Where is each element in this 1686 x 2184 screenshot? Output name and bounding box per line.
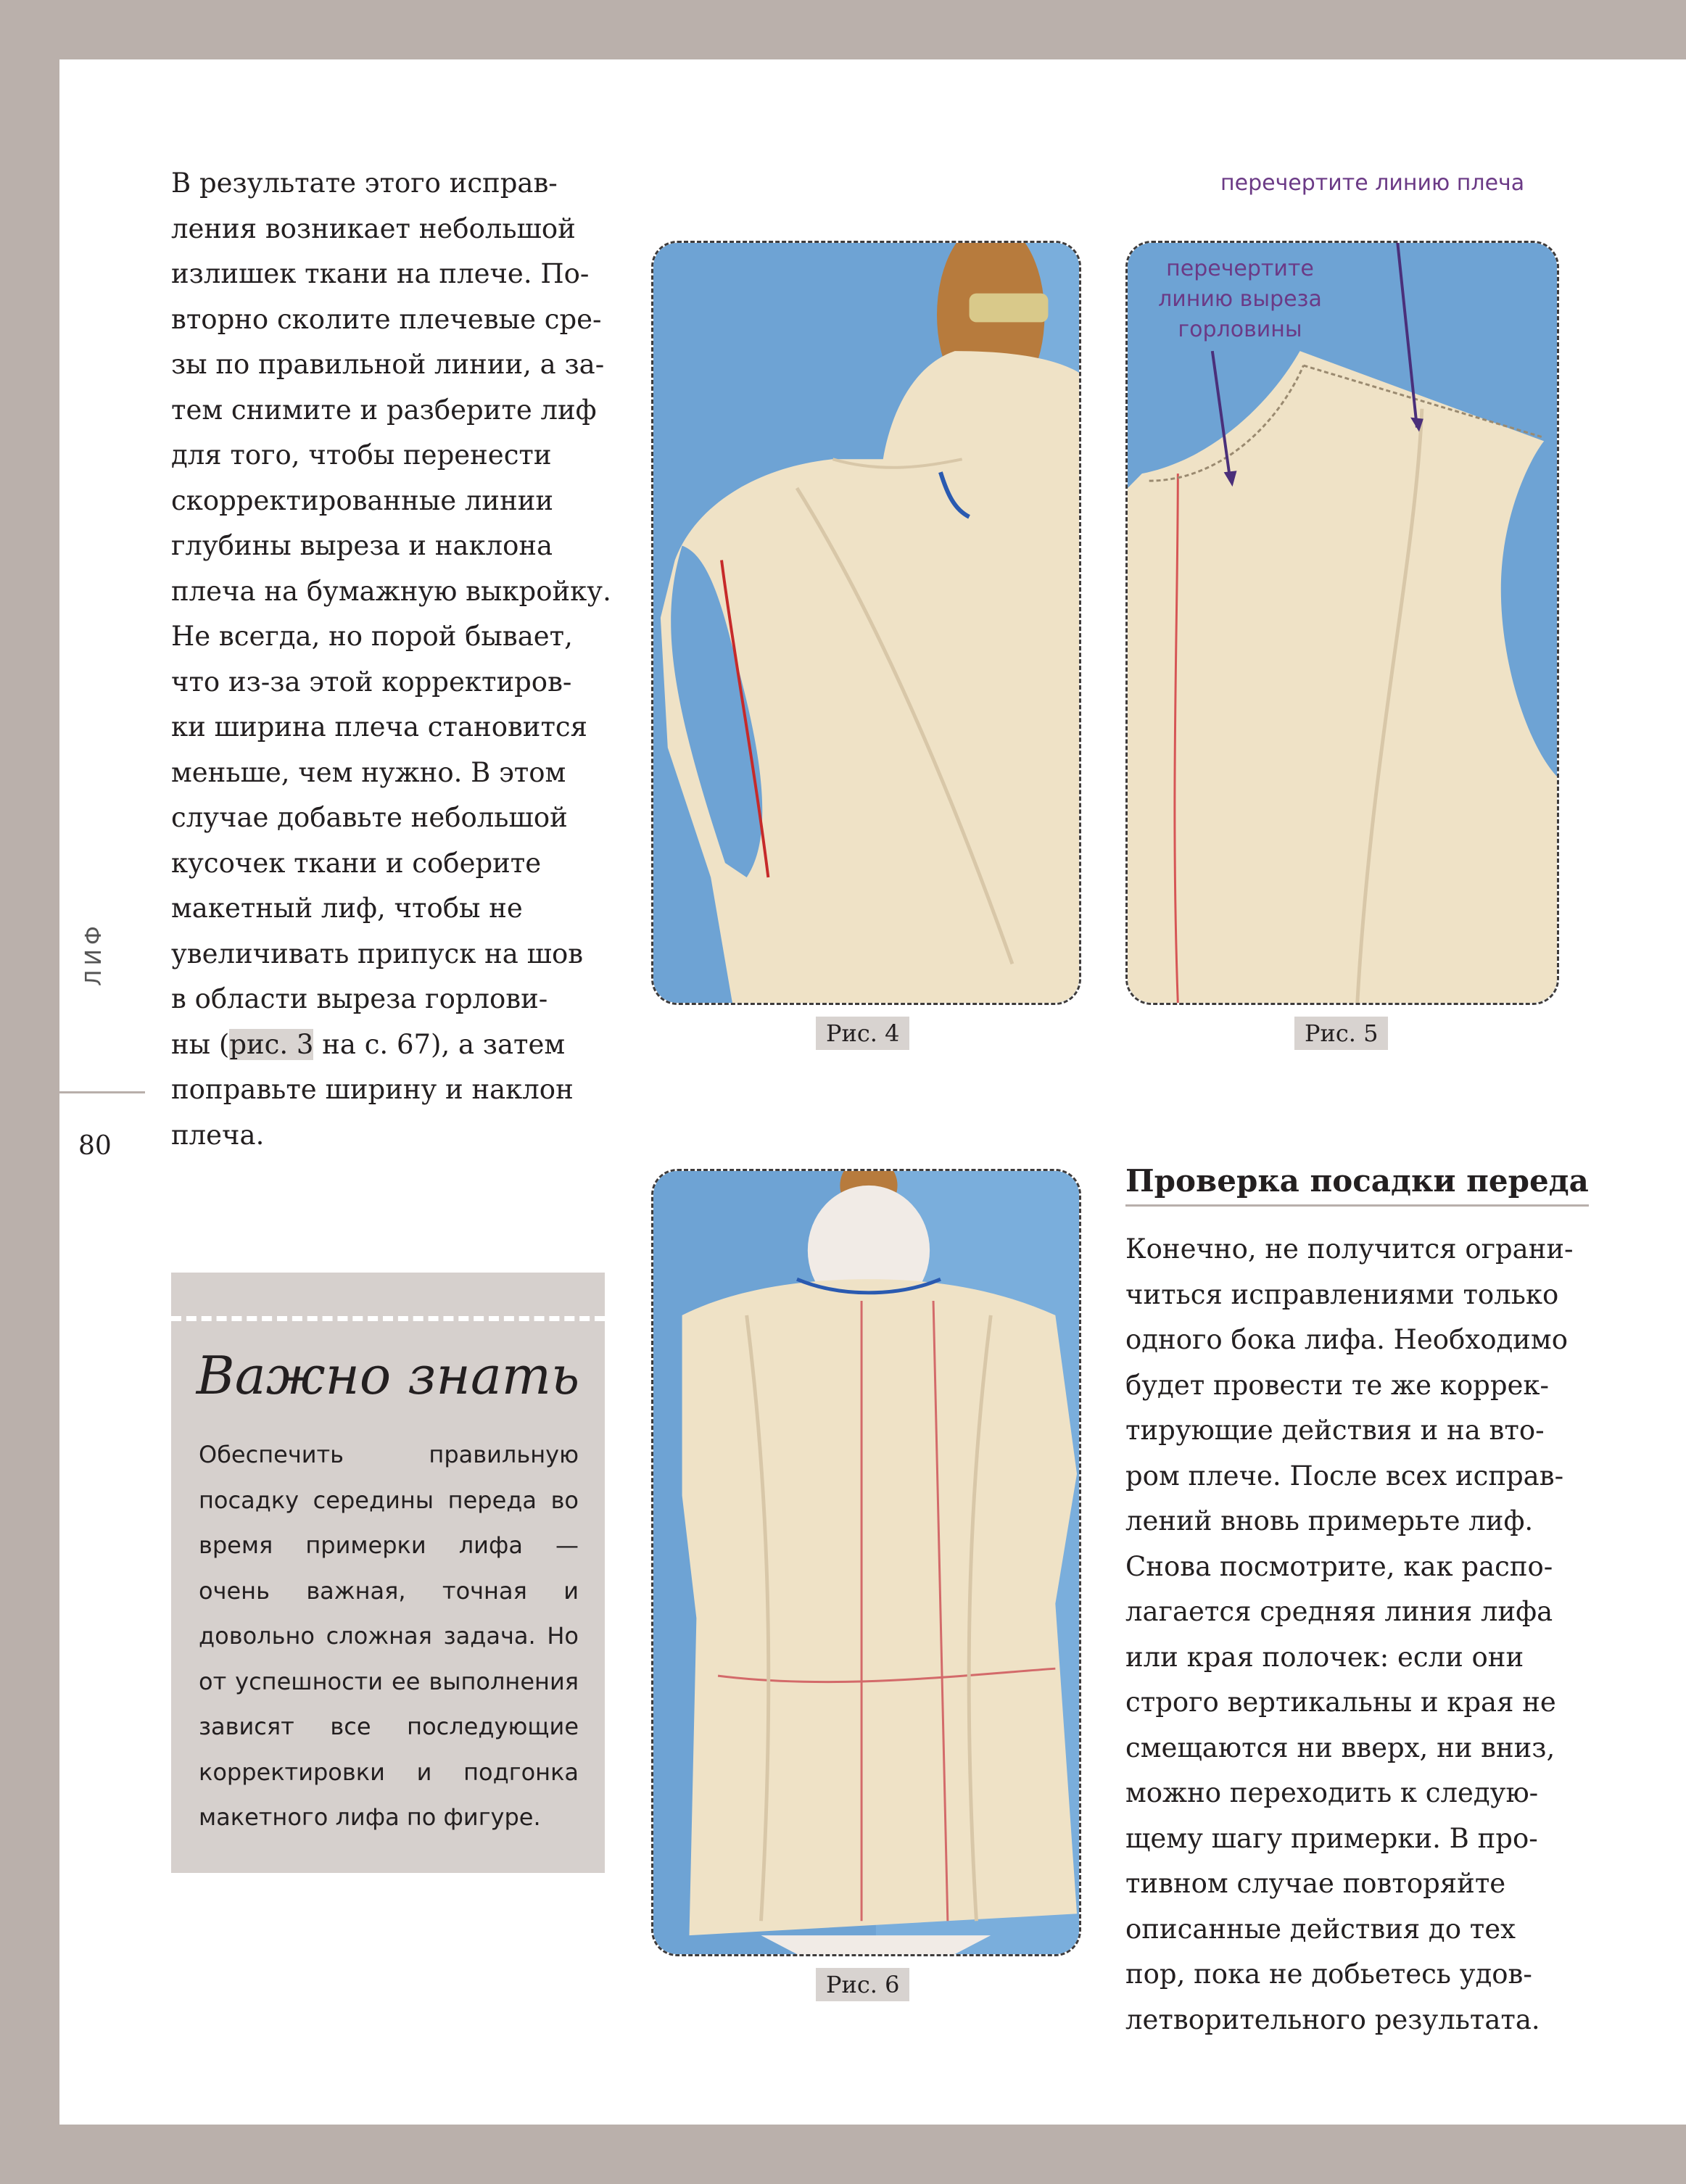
text-line: в области выреза горлови-: [171, 983, 548, 1014]
text-line: излишек ткани на плече. По-: [171, 258, 590, 289]
text-line: ки ширина плеча становится: [171, 711, 587, 743]
text-line: случае добавьте небольшой: [171, 802, 568, 833]
ref-line: ны (рис. 3 на с. 67), а затем: [171, 1028, 566, 1060]
text-line: лений вновь примерьте лиф.: [1125, 1505, 1534, 1536]
text-line: ром плече. После всех исправ-: [1125, 1460, 1564, 1492]
important-note-box: [171, 1273, 605, 1873]
text-line: лагается средняя линия лифа: [1125, 1596, 1553, 1627]
text-line: пор, пока не добьетесь удов-: [1125, 1958, 1532, 1990]
text-line: описанные действия до тех: [1125, 1913, 1516, 1945]
text-line: кусочек ткани и соберите: [171, 847, 542, 879]
text-line: щему шагу примерки. В про-: [1125, 1822, 1538, 1854]
figure-4-caption: Рис. 4: [816, 1017, 909, 1050]
text-line: макетный лиф, чтобы не: [171, 893, 523, 924]
note-text: Обеспечить правильную посадку середины переда во время примерки лифа — очень важная, точная и довольно сложная задача. Но от успешности ее выполнения зависят все последующие корректировки и подгонка макетного лифа по фигуре.: [199, 1441, 579, 1831]
text-line: одного бока лифа. Необходимо: [1125, 1324, 1568, 1355]
text-line: можно переходить к следую-: [1125, 1777, 1539, 1808]
text-line: вторно сколите плечевые сре-: [171, 303, 602, 335]
figure-6-caption: Рис. 6: [816, 1968, 909, 2001]
figure-5-caption: Рис. 5: [1294, 1017, 1388, 1050]
text-line: Не всегда, но порой бывает,: [171, 621, 573, 652]
page-number: 80: [78, 1131, 112, 1161]
text-line: плеча на бумажную выкройку.: [171, 575, 611, 607]
text-line: В результате этого исправ-: [171, 167, 558, 199]
note-dashed-divider: [171, 1316, 605, 1321]
left-column-tail: [171, 1067, 606, 1158]
section-heading: Проверка посадки переда: [1125, 1163, 1589, 1207]
text-line: для того, чтобы перенести: [171, 439, 552, 471]
text-line: меньше, чем нужно. В этом: [171, 756, 566, 788]
running-head: ЛИФ: [81, 922, 107, 986]
text-line: тивном случае повторяйте: [1125, 1868, 1506, 1899]
text-line: ления возникает небольшой: [171, 212, 576, 244]
right-column-text: [1125, 1227, 1590, 2043]
text-line: тем снимите и разберите лиф: [171, 394, 597, 426]
text-line: тирующие действия и на вто-: [1125, 1415, 1545, 1446]
text-line: глубины выреза и наклона: [171, 530, 553, 561]
figure-reference-link[interactable]: рис. 3: [229, 1028, 314, 1060]
text-line: будет провести те же коррек-: [1125, 1369, 1550, 1401]
annotation-neckline: перечертите линию выреза горловины: [1158, 256, 1322, 342]
figure-4-photo: [651, 241, 1081, 1005]
text-line: смещаются ни вверх, ни вниз,: [1125, 1732, 1555, 1763]
text-line: Конечно, не получится ограни-: [1125, 1233, 1574, 1265]
text-line: плеча.: [171, 1119, 265, 1151]
figure-6-photo: [651, 1169, 1081, 1956]
text-line: Снова посмотрите, как распо-: [1125, 1550, 1553, 1582]
text-line: летворительного результата.: [1125, 2003, 1540, 2035]
left-column-text: [171, 161, 611, 1158]
running-head-rule: [59, 1091, 145, 1093]
text-line: поправьте ширину и наклон: [171, 1074, 574, 1105]
text-line: строго вертикальны и края не: [1125, 1687, 1556, 1718]
text-line: зы по правильной линии, а за-: [171, 349, 605, 380]
text-line: читься исправлениями только: [1125, 1278, 1559, 1310]
figure-5-photo: [1125, 241, 1559, 1005]
note-title: Важно знать: [196, 1345, 580, 1406]
left-column-lines: [171, 161, 611, 1022]
annotation-shoulder-line: перечертите линию плеча: [1220, 170, 1525, 196]
text-line: или края полочек: если они: [1125, 1641, 1524, 1673]
text-line: увеличивать припуск на шов: [171, 938, 584, 969]
text-line: что из-за этой корректиров-: [171, 666, 572, 698]
text-line: скорректированные линии: [171, 484, 554, 516]
